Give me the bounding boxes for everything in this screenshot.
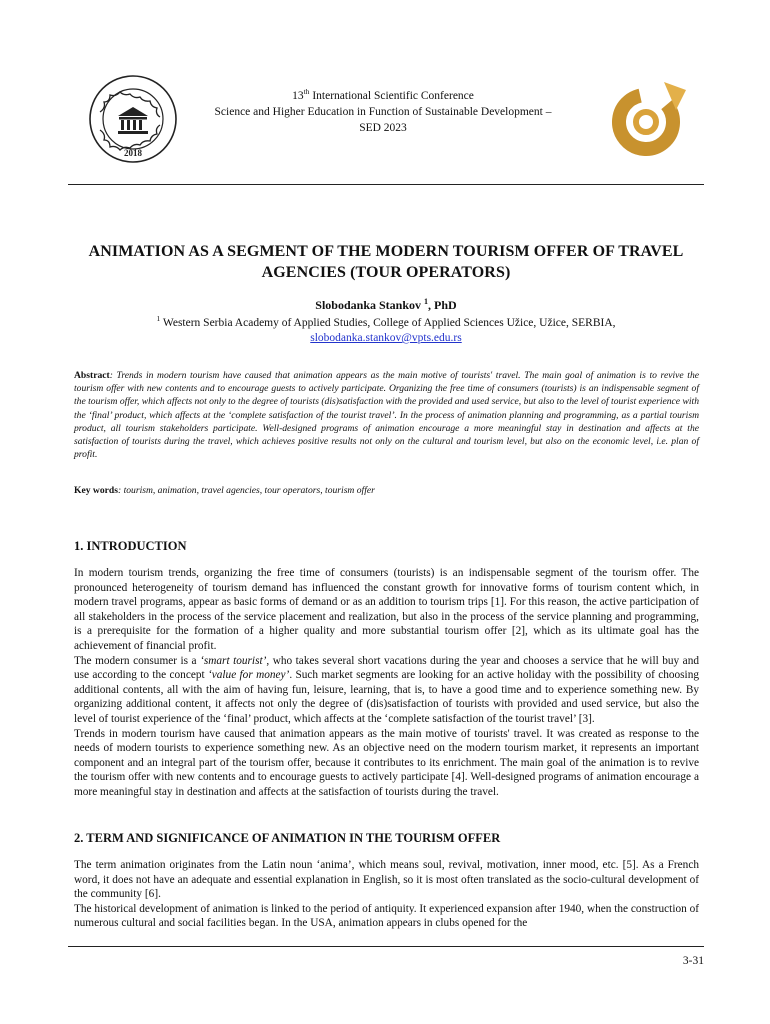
page-number: 3-31 — [682, 955, 704, 967]
conference-number: 13 — [292, 90, 304, 102]
term-paragraph-2: The historical development of animation is linked to the period of antiquity. It experienced expansion after 1940, when the construction of numerous cultural and social facilities began. In the USA, animation appears in clubs opened for the — [74, 902, 699, 930]
value-for-money-term: ‘value for money’ — [207, 669, 290, 682]
section-heading-term: 2. TERM AND SIGNIFICANCE OF ANIMATION IN THE TOURISM OFFER — [74, 831, 501, 845]
affiliation-mark: 1 — [156, 314, 161, 323]
term-paragraph-1: The term animation originates from the Latin noun ‘anima’, which means soul, revival, motivation, inner mood, etc. [5]. As a French word, it does not have an adequate and essential explanation in English, so it is most often translated as the socio-cultural development of the community [6]. — [74, 859, 699, 901]
keywords — [74, 484, 699, 497]
conference-number-suffix: th — [303, 87, 310, 96]
author-affiliation-mark: 1 — [424, 297, 429, 306]
intro-paragraph-2: The modern consumer is a ‘smart tourist’, who takes several short vacations during the year and chooses a service that he will buy and use according to the concept ‘value for money’. Such market segments are looking for an active holiday with the possibility of choosing additional contents, all with the aim of having fun, leisure, learning, that is, to have a good time and to experience something new. By organizing additional content, it affects not only the degree of (dis)satisfaction of tourists with provided and used service, but also the level of tourist experience of the ‘final’ product, which affects at the ‘complete satisfaction of the tourist travel’ [3]. — [74, 654, 699, 725]
abstract-text: Trends in modern tourism have caused that animation appears as the main motive of tourists' travel. The main goal of animation is to revive the tourism offer with new contents and to encourage guests to actively participate. Organizing the free time of consumers (tourists) is an indispensable segment of the tourism offer, which affects not only to the degree of tourists (dis)satisfaction with the provided and used service, but also to the level of tourist experience with the ‘final’ product, which affects at the ‘complete satisfaction of the tourist travel’. In the process of animation planning and programming, as a partial tourism product, all tourism stakeholders participate. Well-designed programs of animation encourage a more meaningful stay in destination and affects at the satisfaction of tourists during the travel, which achieves positive results not only on the cultural and tourism level, but also on the economic level, i.e. plan of profit. — [74, 370, 699, 461]
footer-rule — [68, 946, 704, 947]
author-email-link[interactable]: slobodanka.stankov@vpts.edu.rs — [310, 332, 462, 344]
intro-paragraph-3: Trends in modern tourism have caused that animation appears as the main motive of tourists' travel. It was created as response to the needs of modern tourists to experience something new. As an objective need on the modern tourism market, it represents an important component and an integral part of the tourism offer, because it contributes to its enrichment. The main goal of the animation is to revive the tourism offer with new contents and to encourage guests to actively participate [4]. Well-designed programs of animation encourage a more meaningful stay in destination and affects at the satisfaction of tourists during the travel. — [74, 727, 699, 798]
conference-header — [180, 88, 586, 136]
header-rule — [68, 184, 704, 185]
section-body-introduction — [74, 566, 699, 800]
keywords-label: Key words — [74, 485, 118, 496]
paper-title: ANIMATION AS A SEGMENT OF THE MODERN TOURISM OFFER OF TRAVEL AGENCIES (TOUR OPERATORS) — [88, 243, 684, 281]
keywords-colon: : — [117, 485, 122, 496]
conference-name: International Scientific Conference — [309, 90, 474, 102]
author-degree: , PhD — [428, 298, 457, 312]
ring-arrow-logo — [606, 76, 690, 160]
affiliation — [68, 316, 704, 346]
author-line — [68, 298, 704, 313]
conference-line-2: Science and Higher Education in Function of Sustainable Development – — [214, 106, 552, 118]
smart-tourist-term: ‘smart tourist’ — [200, 654, 267, 667]
affiliation-text: Western Serbia Academy of Applied Studies, College of Applied Sciences Užice, Užice, SERBIA, — [160, 317, 616, 329]
college-seal-logo — [88, 74, 178, 164]
seal-year: 2018 — [124, 148, 142, 158]
abstract — [74, 369, 699, 461]
section-body-term — [74, 858, 699, 931]
conference-line-3: SED 2023 — [359, 122, 407, 134]
section-heading-introduction: 1. INTRODUCTION — [74, 539, 187, 553]
intro-paragraph-1: In modern tourism trends, organizing the free time of consumers (tourists) is an indispensable segment of the tourism offer. The pronounced heterogeneity of tourism demand has influenced the constant growth for innovative forms of tourism content which, in modern travel programs, appear as basic forms of demand or as an addition to tourism trips [1]. For this reason, the active participation of all stakeholders in the process of the service placement and realization, but also in the process of the service planning and programming, is a prerequisite for the formation of a higher quality and more substantial tourism offer [2], which as its ultimate goal has the achievement of financial profit. — [74, 567, 699, 652]
conference-line-1 — [180, 88, 586, 104]
abstract-label: Abstract — [74, 370, 110, 381]
abstract-colon: : — [109, 370, 113, 381]
keywords-text: tourism, animation, travel agencies, tour operators, tourism offer — [121, 485, 375, 496]
author-name: Slobodanka Stankov — [315, 298, 422, 312]
